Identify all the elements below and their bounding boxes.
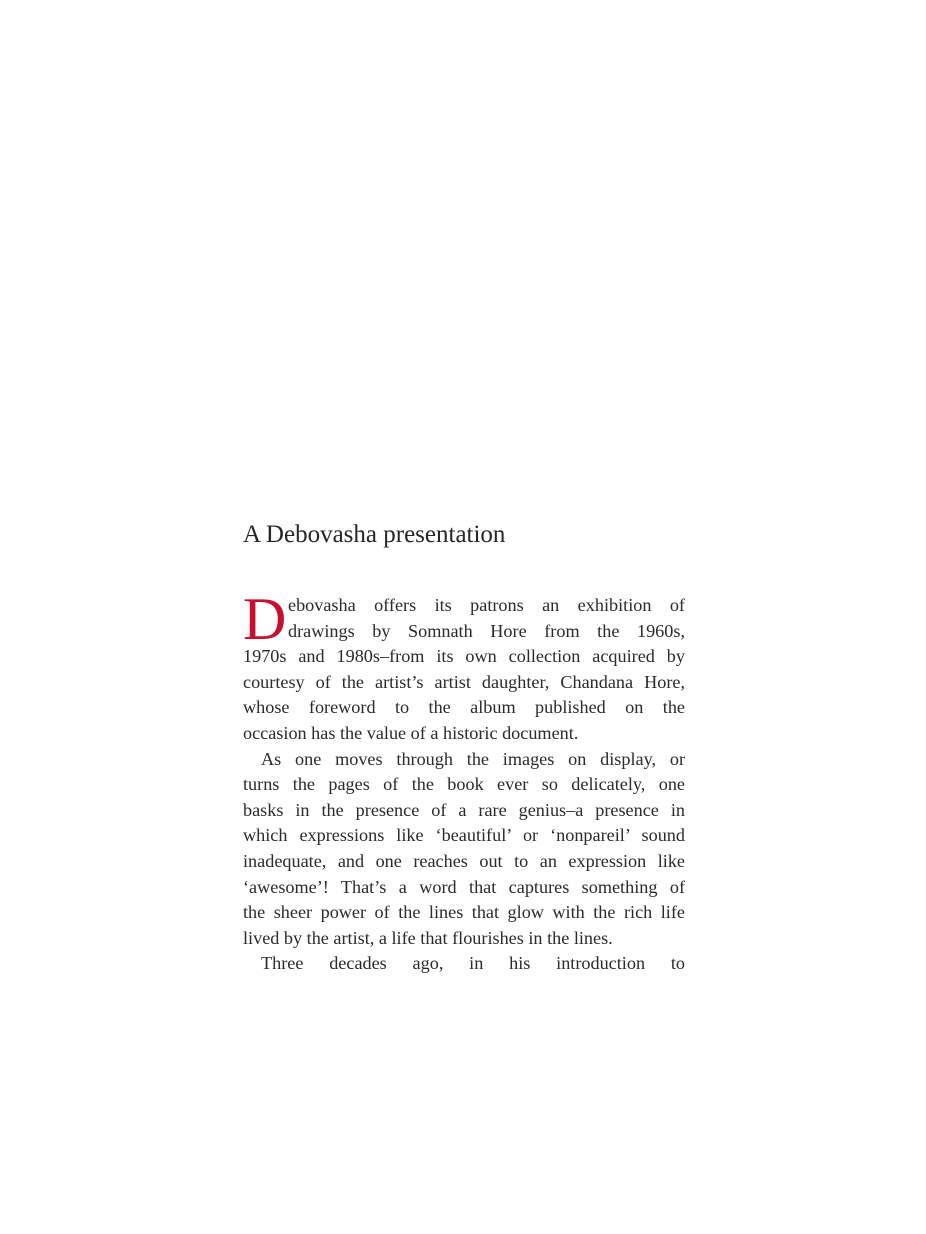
text-line: lived by the artist, a life that flourishes in the lines. [243,927,613,948]
paragraph-2 [243,747,685,952]
paragraph-1 [243,586,685,747]
text-line: basks in the presence of a rare genius–a presence in [243,799,685,820]
text-line: Three decades ago, in his introduction to [261,953,685,974]
text-line: As one moves through the images on display, or [261,748,685,769]
text-line: ebovasha offers its patrons an exhibition of [288,595,685,615]
text-line: the sheer power of the lines that glow with the rich life [243,902,685,923]
drop-cap: D [243,586,287,652]
text-line: courtesy of the artist’s artist daughter, Chandana Hore, [243,671,685,692]
text-line: 1970s and 1980s–from its own collection acquired by [243,646,685,667]
text-line: inadequate, and one reaches out to an expression like [243,850,685,871]
paragraph-3 [243,951,685,977]
text-line: ‘awesome’! That’s a word that captures something of [243,876,685,897]
page-title: A Debovasha presentation [243,521,506,548]
text-line: drawings by Somnath Hore from the 1960s, [288,620,685,641]
text-line: whose foreword to the album published on the [243,697,685,718]
body-text [243,586,685,977]
text-line: turns the pages of the book ever so delicately, one [243,774,685,795]
text-line: which expressions like ‘beautiful’ or ‘nonpareil’ sound [243,825,685,846]
text-line: occasion has the value of a historic document. [243,722,579,743]
